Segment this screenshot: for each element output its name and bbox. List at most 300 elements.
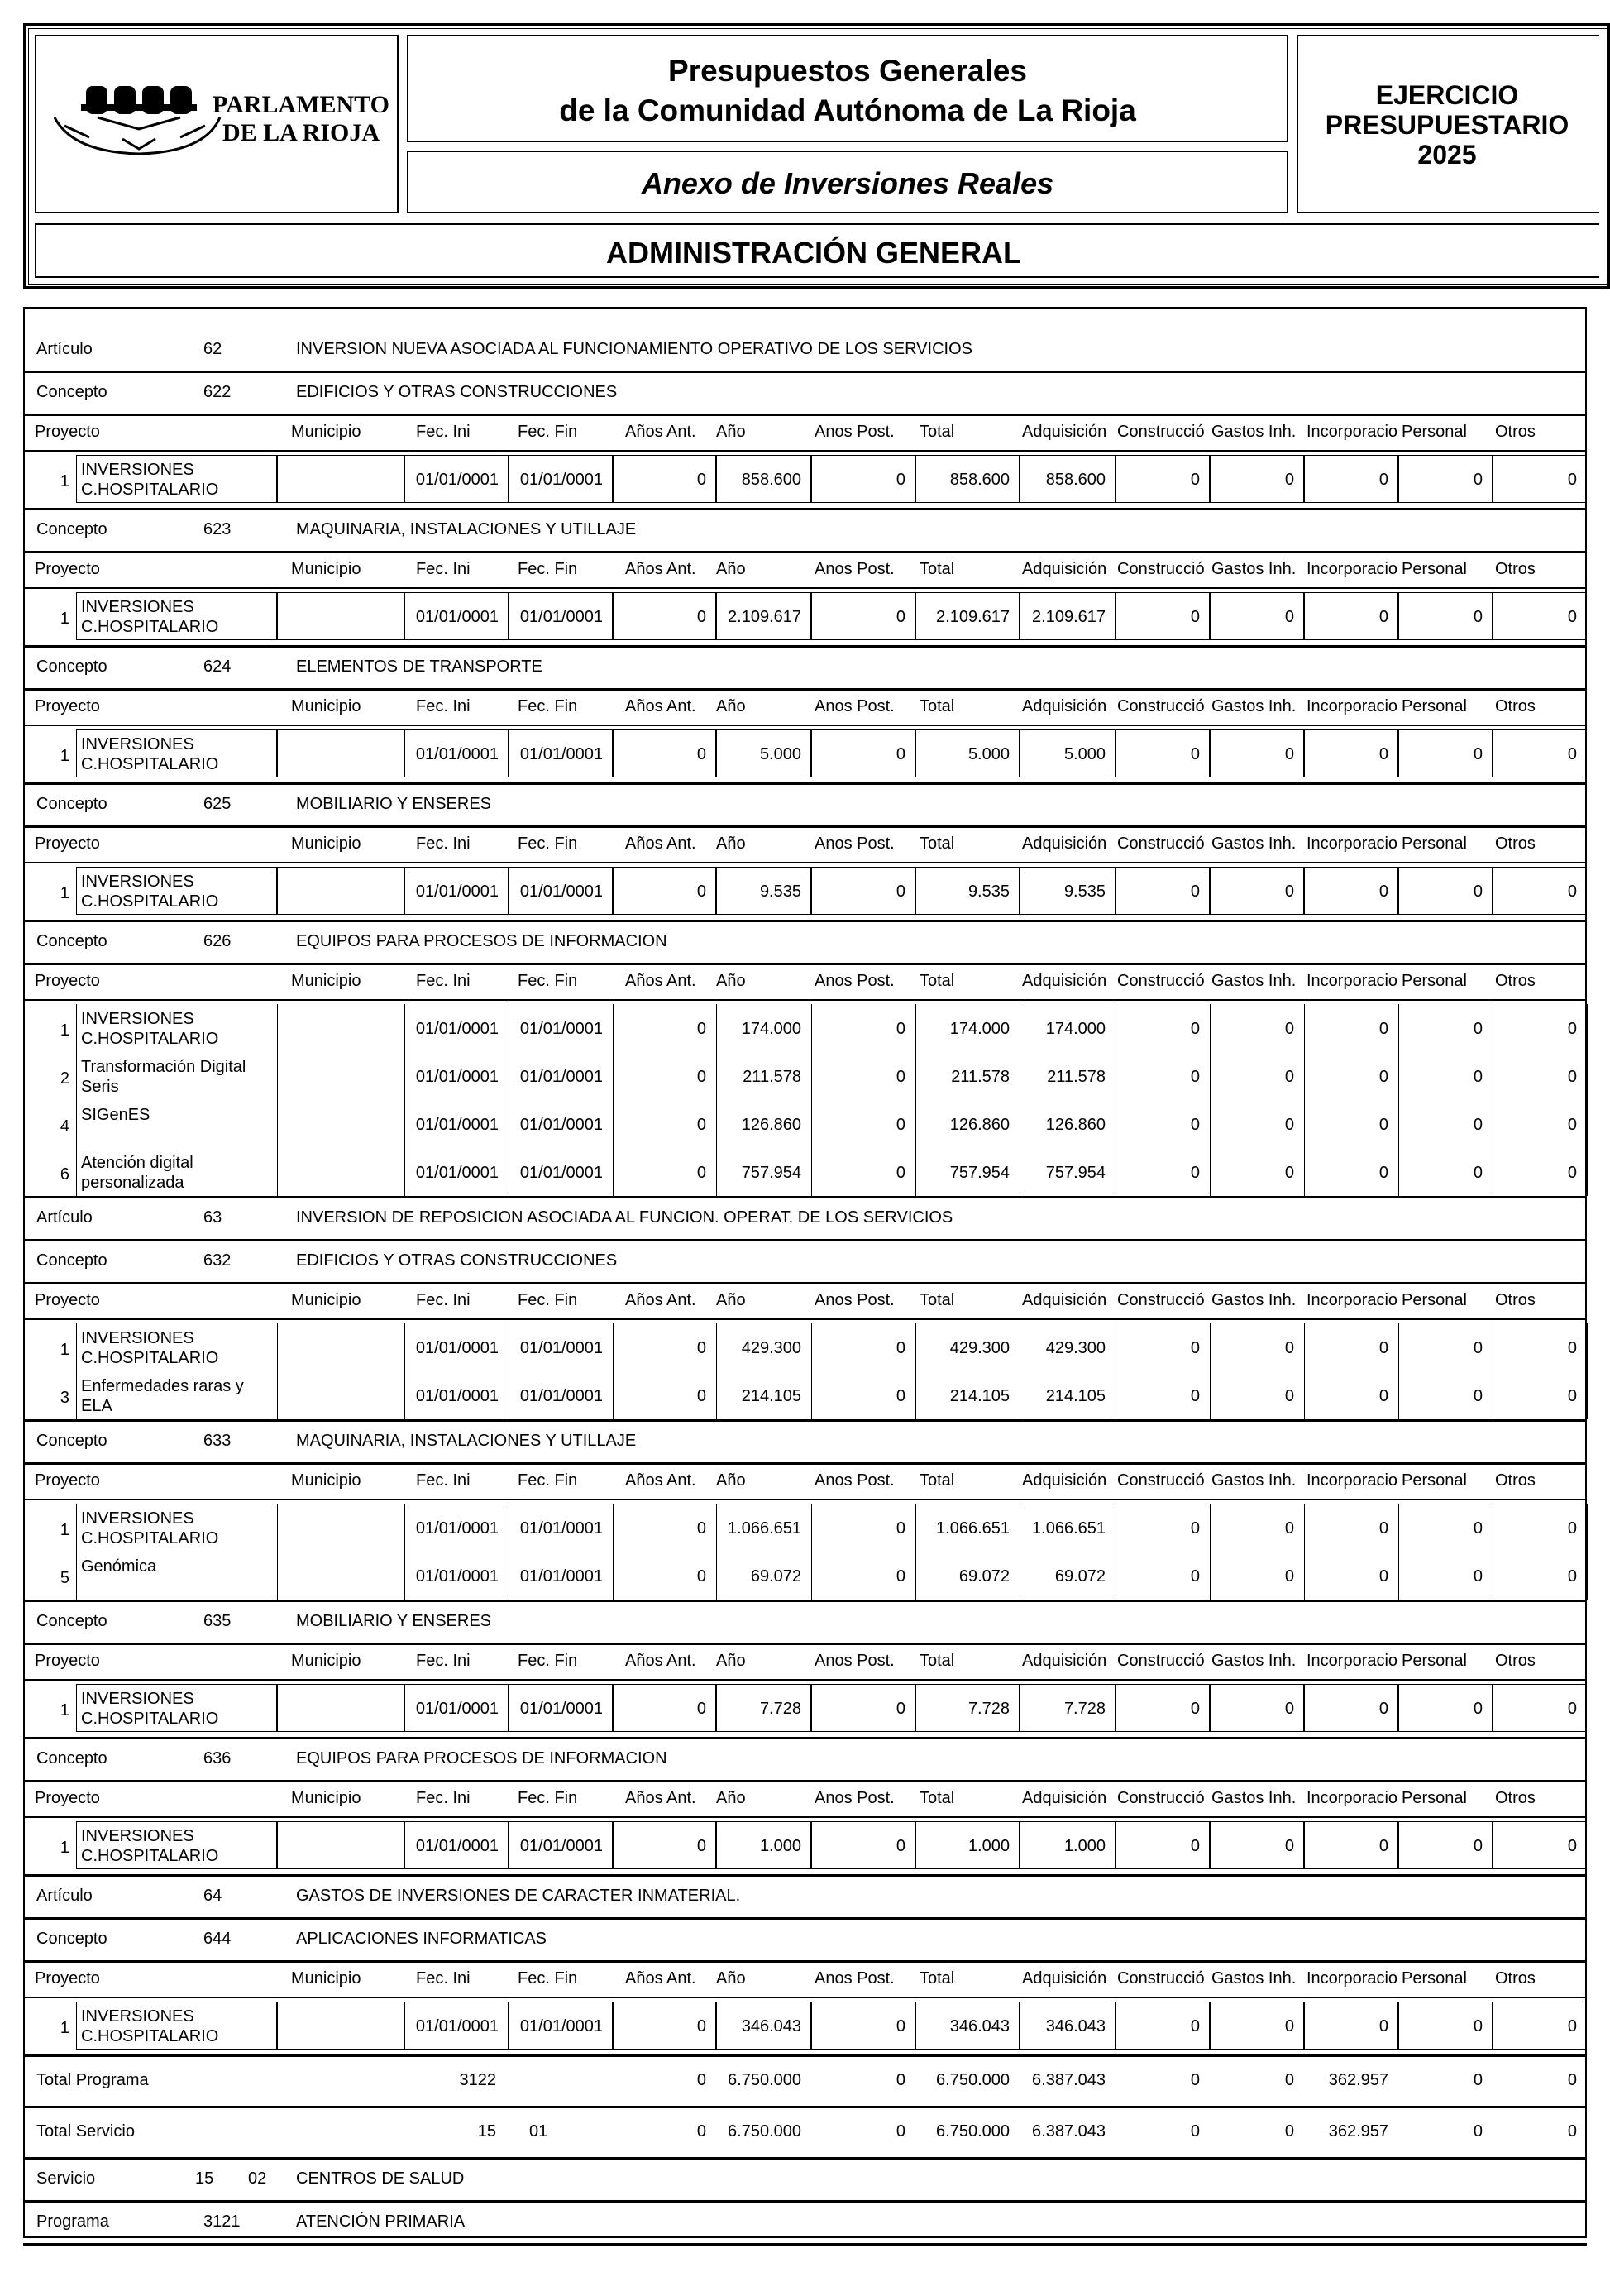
heading-desc: INVERSION DE REPOSICION ASOCIADA AL FUNCION. OPERAT. DE LOS SERVICIOS	[296, 1208, 953, 1227]
column-header-incorporacio: Incorporacio	[1307, 560, 1398, 578]
value-ini: 01/01/0001	[415, 883, 499, 901]
heading-code: 63	[203, 1208, 222, 1227]
column-header-fec-fin: Fec. Fin	[518, 423, 578, 441]
total-programa-label: Total Programa	[36, 2071, 149, 2089]
project-number: 1	[60, 1839, 69, 1857]
column-header-anos-post-: Anos Post.	[815, 1789, 895, 1807]
heading-divider	[23, 1643, 1587, 1645]
column-rule-right	[1587, 1504, 1588, 1600]
value-post: 0	[896, 1020, 905, 1038]
column-rule	[811, 1004, 812, 1196]
ejercicio-box	[1297, 35, 1599, 213]
total-servicio-adq: 6.387.043	[1032, 2122, 1106, 2141]
value-total: 2.109.617	[936, 608, 1010, 626]
column-header-fec-ini: Fec. Ini	[416, 1652, 471, 1670]
value-inc: 0	[1378, 1068, 1388, 1086]
value-total: 346.043	[949, 2017, 1010, 2035]
project-name: INVERSIONES C.HOSPITALARIO	[81, 1329, 219, 1367]
column-header-fec-fin: Fec. Fin	[518, 560, 578, 578]
value-cons: 0	[1190, 1837, 1200, 1855]
column-header-divider	[23, 725, 1587, 726]
heading-code: 623	[203, 520, 232, 538]
heading-divider	[23, 414, 1587, 416]
heading-desc: GASTOS DE INVERSIONES DE CARACTER INMATERIAL.	[296, 1887, 741, 1905]
column-header-adquisici-n: Adquisición	[1022, 1969, 1107, 1987]
value-cons: 0	[1190, 1519, 1200, 1538]
heading-code: 64	[203, 1887, 222, 1905]
column-header-proyecto: Proyecto	[35, 423, 100, 441]
rows-divider	[23, 2054, 1587, 2057]
column-header-municipio: Municipio	[291, 1652, 361, 1670]
heading-label: Artículo	[36, 1208, 93, 1227]
column-header-personal: Personal	[1402, 1291, 1467, 1309]
value-per: 0	[1473, 471, 1483, 489]
value-fin: 01/01/0001	[519, 1339, 603, 1357]
value-ant: 0	[696, 745, 706, 763]
value-cons: 0	[1190, 2017, 1200, 2035]
value-fin: 01/01/0001	[519, 1068, 603, 1086]
total-programa-gas: 0	[1284, 2071, 1294, 2089]
value-per: 0	[1473, 1567, 1483, 1586]
column-header-proyecto: Proyecto	[35, 697, 100, 715]
heading-divider	[23, 688, 1587, 691]
value-post: 0	[896, 745, 905, 763]
column-rule	[613, 1004, 614, 1196]
column-header-gastos-inh-: Gastos Inh.	[1211, 1652, 1297, 1670]
project-name: INVERSIONES C.HOSPITALARIO	[81, 873, 219, 911]
column-header-otros: Otros	[1495, 972, 1536, 990]
value-fin: 01/01/0001	[519, 608, 603, 626]
rows-divider	[23, 645, 1587, 648]
project-name: Enfermedades raras y ELA	[81, 1377, 244, 1415]
value-adq: 429.300	[1045, 1339, 1106, 1357]
column-header-proyecto: Proyecto	[35, 1652, 100, 1670]
total-programa-inc: 362.957	[1328, 2071, 1388, 2089]
column-header-construcci-: Construcció	[1117, 560, 1205, 578]
column-rule	[1398, 1323, 1399, 1419]
column-header-divider	[23, 450, 1587, 452]
column-header-municipio: Municipio	[291, 1471, 361, 1490]
value-gas: 0	[1284, 1387, 1294, 1405]
column-header-incorporacio: Incorporacio	[1307, 697, 1398, 715]
column-rule	[613, 1323, 614, 1419]
value-inc: 0	[1378, 1164, 1388, 1182]
value-post: 0	[896, 1339, 905, 1357]
value-ant: 0	[696, 1519, 706, 1538]
column-header-anos-post-: Anos Post.	[815, 1969, 895, 1987]
value-cons: 0	[1190, 1068, 1200, 1086]
value-inc: 0	[1378, 1020, 1388, 1038]
heading-label: Concepto	[36, 520, 107, 538]
value-ant: 0	[696, 1837, 706, 1855]
column-header-gastos-inh-: Gastos Inh.	[1211, 560, 1297, 578]
value-per: 0	[1473, 1068, 1483, 1086]
servicio-label: Servicio	[36, 2169, 96, 2188]
value-cons: 0	[1190, 1700, 1200, 1718]
column-rule	[1398, 1004, 1399, 1196]
project-name: INVERSIONES C.HOSPITALARIO	[81, 1690, 219, 1728]
column-header-divider	[23, 862, 1587, 863]
value-cons: 0	[1190, 1567, 1200, 1586]
column-header-anos-post-: Anos Post.	[815, 697, 895, 715]
value-ano: 211.578	[743, 1068, 801, 1086]
column-rule	[811, 1504, 812, 1600]
column-header-personal: Personal	[1402, 1789, 1467, 1807]
column-header-a-o: Año	[716, 697, 746, 715]
column-header-divider	[23, 587, 1587, 589]
value-gas: 0	[1284, 471, 1294, 489]
value-post: 0	[896, 1700, 905, 1718]
value-per: 0	[1473, 608, 1483, 626]
heading-divider	[23, 963, 1587, 965]
value-otr: 0	[1567, 1519, 1577, 1538]
heading-divider	[23, 1917, 1587, 1920]
heading-desc: EDIFICIOS Y OTRAS CONSTRUCCIONES	[296, 1251, 618, 1270]
project-name: SIGenES	[81, 1106, 150, 1124]
value-adq: 2.109.617	[1032, 608, 1106, 626]
value-otr: 0	[1567, 471, 1577, 489]
project-number: 1	[60, 1021, 69, 1040]
value-fin: 01/01/0001	[519, 1519, 603, 1538]
column-header-construcci-: Construcció	[1117, 423, 1205, 441]
column-header-incorporacio: Incorporacio	[1307, 423, 1398, 441]
value-total: 5.000	[967, 745, 1010, 763]
project-name: INVERSIONES C.HOSPITALARIO	[81, 1509, 219, 1547]
value-fin: 01/01/0001	[519, 1164, 603, 1182]
column-header-anos-post-: Anos Post.	[815, 1471, 895, 1490]
value-ini: 01/01/0001	[415, 471, 499, 489]
column-rule	[404, 1504, 405, 1600]
column-rule	[1210, 1323, 1211, 1419]
value-adq: 214.105	[1045, 1387, 1106, 1405]
column-header-adquisici-n: Adquisición	[1022, 972, 1107, 990]
value-ant: 0	[696, 1339, 706, 1357]
column-header-total: Total	[920, 1652, 955, 1670]
column-rule	[1304, 1323, 1305, 1419]
column-header-gastos-inh-: Gastos Inh.	[1211, 697, 1297, 715]
total-servicio-otr: 0	[1567, 2122, 1577, 2141]
value-fin: 01/01/0001	[519, 1837, 603, 1855]
value-ano: 2.109.617	[728, 608, 801, 626]
column-header-otros: Otros	[1495, 1291, 1536, 1309]
value-gas: 0	[1284, 1837, 1294, 1855]
value-adq: 1.066.651	[1032, 1519, 1106, 1538]
value-otr: 0	[1567, 1567, 1577, 1586]
value-fin: 01/01/0001	[519, 745, 603, 763]
value-fin: 01/01/0001	[519, 1020, 603, 1038]
column-header-fec-fin: Fec. Fin	[518, 972, 578, 990]
column-rule	[1304, 1004, 1305, 1196]
value-per: 0	[1473, 1164, 1483, 1182]
heading-desc: MOBILIARIO Y ENSERES	[296, 1612, 492, 1630]
value-inc: 0	[1378, 745, 1388, 763]
value-otr: 0	[1567, 608, 1577, 626]
value-cons: 0	[1190, 745, 1200, 763]
rows-divider	[23, 1196, 1587, 1198]
column-header-anos-post-: Anos Post.	[815, 835, 895, 853]
column-header-municipio: Municipio	[291, 1969, 361, 1987]
column-header-total: Total	[920, 560, 955, 578]
column-header-construcci-: Construcció	[1117, 835, 1205, 853]
programa-desc: ATENCIÓN PRIMARIA	[296, 2212, 466, 2231]
column-header-total: Total	[920, 972, 955, 990]
total-servicio-total: 6.750.000	[936, 2122, 1010, 2141]
value-adq: 858.600	[1045, 471, 1106, 489]
value-otr: 0	[1567, 1068, 1577, 1086]
heading-desc: MOBILIARIO Y ENSERES	[296, 795, 492, 813]
value-gas: 0	[1284, 1068, 1294, 1086]
project-number: 1	[60, 610, 69, 628]
column-header-adquisici-n: Adquisición	[1022, 560, 1107, 578]
value-total: 1.000	[967, 1837, 1010, 1855]
total-servicio-gas: 0	[1284, 2122, 1294, 2141]
heading-code: 622	[203, 383, 232, 401]
heading-code: 635	[203, 1612, 232, 1630]
column-header-otros: Otros	[1495, 423, 1536, 441]
total-programa-post: 0	[896, 2071, 905, 2089]
column-rule-right	[1587, 1323, 1588, 1419]
value-ant: 0	[696, 1068, 706, 1086]
value-ant: 0	[696, 471, 706, 489]
column-rule	[277, 1504, 278, 1600]
column-header-anos-post-: Anos Post.	[815, 560, 895, 578]
column-header-incorporacio: Incorporacio	[1307, 972, 1398, 990]
column-rule	[76, 1323, 77, 1419]
project-name: Genómica	[81, 1557, 157, 1576]
column-header-fec-ini: Fec. Ini	[416, 1789, 471, 1807]
value-total: 211.578	[951, 1068, 1010, 1086]
column-rule	[915, 1504, 916, 1600]
value-ano: 5.000	[759, 745, 801, 763]
project-number: 1	[60, 2019, 69, 2037]
value-post: 0	[896, 1567, 905, 1586]
value-ini: 01/01/0001	[415, 1837, 499, 1855]
value-per: 0	[1473, 1837, 1483, 1855]
value-gas: 0	[1284, 1567, 1294, 1586]
column-header-a-o: Año	[716, 1969, 746, 1987]
project-name: INVERSIONES C.HOSPITALARIO	[81, 1010, 219, 1048]
column-header-construcci-: Construcció	[1117, 972, 1205, 990]
value-inc: 0	[1378, 1387, 1388, 1405]
column-header-proyecto: Proyecto	[35, 1969, 100, 1987]
value-otr: 0	[1567, 1116, 1577, 1134]
column-header-fec-fin: Fec. Fin	[518, 1789, 578, 1807]
project-number: 2	[60, 1069, 69, 1088]
column-header-personal: Personal	[1402, 560, 1467, 578]
column-rule	[915, 1004, 916, 1196]
heading-label: Concepto	[36, 1749, 107, 1767]
column-header-fec-fin: Fec. Fin	[518, 697, 578, 715]
column-header-anos-post-: Anos Post.	[815, 1291, 895, 1309]
total-programa-ano: 6.750.000	[728, 2071, 801, 2089]
column-header-otros: Otros	[1495, 697, 1536, 715]
value-fin: 01/01/0001	[519, 2017, 603, 2035]
column-header-construcci-: Construcció	[1117, 1291, 1205, 1309]
column-header-municipio: Municipio	[291, 423, 361, 441]
project-name: INVERSIONES C.HOSPITALARIO	[81, 735, 219, 773]
column-header-personal: Personal	[1402, 423, 1467, 441]
column-header-divider	[23, 1997, 1587, 1998]
org-name-line1: PARLAMENTO	[213, 91, 389, 118]
value-ano: 7.728	[759, 1700, 801, 1718]
value-per: 0	[1473, 1700, 1483, 1718]
value-fin: 01/01/0001	[519, 1567, 603, 1586]
value-cons: 0	[1190, 1387, 1200, 1405]
column-header-gastos-inh-: Gastos Inh.	[1211, 423, 1297, 441]
column-header-fec-ini: Fec. Ini	[416, 972, 471, 990]
project-number: 1	[60, 1701, 69, 1720]
column-header-personal: Personal	[1402, 1471, 1467, 1490]
value-ini: 01/01/0001	[415, 608, 499, 626]
value-adq: 174.000	[1045, 1020, 1106, 1038]
project-name: Transformación Digital Seris	[81, 1058, 246, 1096]
value-cons: 0	[1190, 1164, 1200, 1182]
column-header-proyecto: Proyecto	[35, 1471, 100, 1490]
heading-label: Concepto	[36, 1432, 107, 1450]
value-post: 0	[896, 1519, 905, 1538]
total-programa-adq: 6.387.043	[1032, 2071, 1106, 2089]
total-servicio-inc: 362.957	[1328, 2122, 1388, 2141]
project-number: 5	[60, 1569, 69, 1587]
value-per: 0	[1473, 2017, 1483, 2035]
project-number: 1	[60, 472, 69, 490]
column-header-otros: Otros	[1495, 560, 1536, 578]
value-inc: 0	[1378, 2017, 1388, 2035]
column-header-proyecto: Proyecto	[35, 835, 100, 853]
heading-desc: EQUIPOS PARA PROCESOS DE INFORMACION	[296, 1749, 667, 1767]
value-cons: 0	[1190, 1339, 1200, 1357]
heading-divider	[23, 1282, 1587, 1284]
column-header-divider	[23, 1499, 1587, 1500]
column-header-total: Total	[920, 835, 955, 853]
column-header-total: Total	[920, 1969, 955, 1987]
total-programa-ant: 0	[696, 2071, 706, 2089]
column-header-fec-fin: Fec. Fin	[518, 835, 578, 853]
column-header-a-o: Año	[716, 972, 746, 990]
heading-code: 626	[203, 932, 232, 950]
ejercicio-line1: EJERCICIO	[1375, 80, 1519, 110]
value-inc: 0	[1378, 1116, 1388, 1134]
column-header-fec-fin: Fec. Fin	[518, 1969, 578, 1987]
column-header-a-os-ant-: Años Ant.	[625, 1789, 696, 1807]
value-cons: 0	[1190, 608, 1200, 626]
subtitle-box	[407, 151, 1288, 213]
heading-desc: EQUIPOS PARA PROCESOS DE INFORMACION	[296, 932, 667, 950]
value-ano: 858.600	[741, 471, 801, 489]
total-programa-cons: 0	[1190, 2071, 1200, 2089]
heading-divider	[23, 551, 1587, 553]
heading-code: 624	[203, 658, 232, 676]
column-header-construcci-: Construcció	[1117, 1969, 1205, 1987]
title-box	[407, 35, 1288, 142]
column-header-proyecto: Proyecto	[35, 972, 100, 990]
heading-divider	[23, 371, 1587, 373]
value-adq: 757.954	[1045, 1164, 1106, 1182]
project-number: 3	[60, 1389, 69, 1407]
total-programa-code: 3122	[459, 2071, 496, 2089]
column-header-proyecto: Proyecto	[35, 1291, 100, 1309]
column-header-a-o: Año	[716, 1789, 746, 1807]
column-header-fec-fin: Fec. Fin	[518, 1652, 578, 1670]
column-header-incorporacio: Incorporacio	[1307, 1291, 1398, 1309]
column-header-fec-ini: Fec. Ini	[416, 1471, 471, 1490]
heading-code: 636	[203, 1749, 232, 1767]
heading-desc: INVERSION NUEVA ASOCIADA AL FUNCIONAMIENTO OPERATIVO DE LOS SERVICIOS	[296, 340, 972, 358]
column-header-divider	[23, 999, 1587, 1001]
column-header-fec-ini: Fec. Ini	[416, 1969, 471, 1987]
programa-label: Programa	[36, 2212, 109, 2231]
programa-code: 3121	[203, 2212, 241, 2231]
value-adq: 346.043	[1045, 2017, 1106, 2035]
subtitle: Anexo de Inversiones Reales	[641, 166, 1054, 200]
heading-code: 62	[203, 340, 222, 358]
value-ant: 0	[696, 1164, 706, 1182]
project-number: 1	[60, 1521, 69, 1539]
column-header-incorporacio: Incorporacio	[1307, 1652, 1398, 1670]
value-otr: 0	[1567, 1700, 1577, 1718]
value-ant: 0	[696, 883, 706, 901]
total-servicio-sub: 01	[529, 2122, 548, 2141]
heading-divider	[23, 1239, 1587, 1241]
value-inc: 0	[1378, 1339, 1388, 1357]
heading-label: Concepto	[36, 1251, 107, 1270]
total-servicio-code: 15	[477, 2122, 496, 2141]
value-inc: 0	[1378, 883, 1388, 901]
org-name-line2: DE LA RIOJA	[222, 119, 380, 146]
column-header-fec-fin: Fec. Fin	[518, 1471, 578, 1490]
value-otr: 0	[1567, 1837, 1577, 1855]
value-ant: 0	[696, 1116, 706, 1134]
total-servicio-label: Total Servicio	[36, 2122, 135, 2141]
column-header-anos-post-: Anos Post.	[815, 423, 895, 441]
total-servicio-cons: 0	[1190, 2122, 1200, 2141]
column-header-municipio: Municipio	[291, 835, 361, 853]
value-ano: 1.066.651	[728, 1519, 801, 1538]
column-header-adquisici-n: Adquisición	[1022, 423, 1107, 441]
value-gas: 0	[1284, 1020, 1294, 1038]
value-total: 1.066.651	[936, 1519, 1010, 1538]
column-header-a-os-ant-: Años Ant.	[625, 423, 696, 441]
column-header-personal: Personal	[1402, 972, 1467, 990]
total-servicio-ano: 6.750.000	[728, 2122, 801, 2141]
value-gas: 0	[1284, 1519, 1294, 1538]
column-header-construcci-: Construcció	[1117, 1789, 1205, 1807]
value-ini: 01/01/0001	[415, 1387, 499, 1405]
column-header-a-os-ant-: Años Ant.	[625, 1652, 696, 1670]
total-servicio-post: 0	[896, 2122, 905, 2141]
column-header-gastos-inh-: Gastos Inh.	[1211, 1789, 1297, 1807]
column-header-personal: Personal	[1402, 697, 1467, 715]
column-rule	[811, 1323, 812, 1419]
column-header-divider	[23, 1679, 1587, 1681]
column-header-municipio: Municipio	[291, 972, 361, 990]
column-header-incorporacio: Incorporacio	[1307, 835, 1398, 853]
parliament-logo-icon	[48, 71, 222, 162]
value-ano: 126.860	[741, 1116, 801, 1134]
value-adq: 7.728	[1063, 1700, 1106, 1718]
column-header-otros: Otros	[1495, 1652, 1536, 1670]
value-ini: 01/01/0001	[415, 1519, 499, 1538]
column-header-proyecto: Proyecto	[35, 560, 100, 578]
heading-divider	[23, 1462, 1587, 1465]
rows-divider	[23, 1737, 1587, 1739]
value-gas: 0	[1284, 2017, 1294, 2035]
value-otr: 0	[1567, 2017, 1577, 2035]
value-gas: 0	[1284, 1116, 1294, 1134]
logo-box	[35, 35, 399, 213]
value-fin: 01/01/0001	[519, 471, 603, 489]
column-header-gastos-inh-: Gastos Inh.	[1211, 972, 1297, 990]
